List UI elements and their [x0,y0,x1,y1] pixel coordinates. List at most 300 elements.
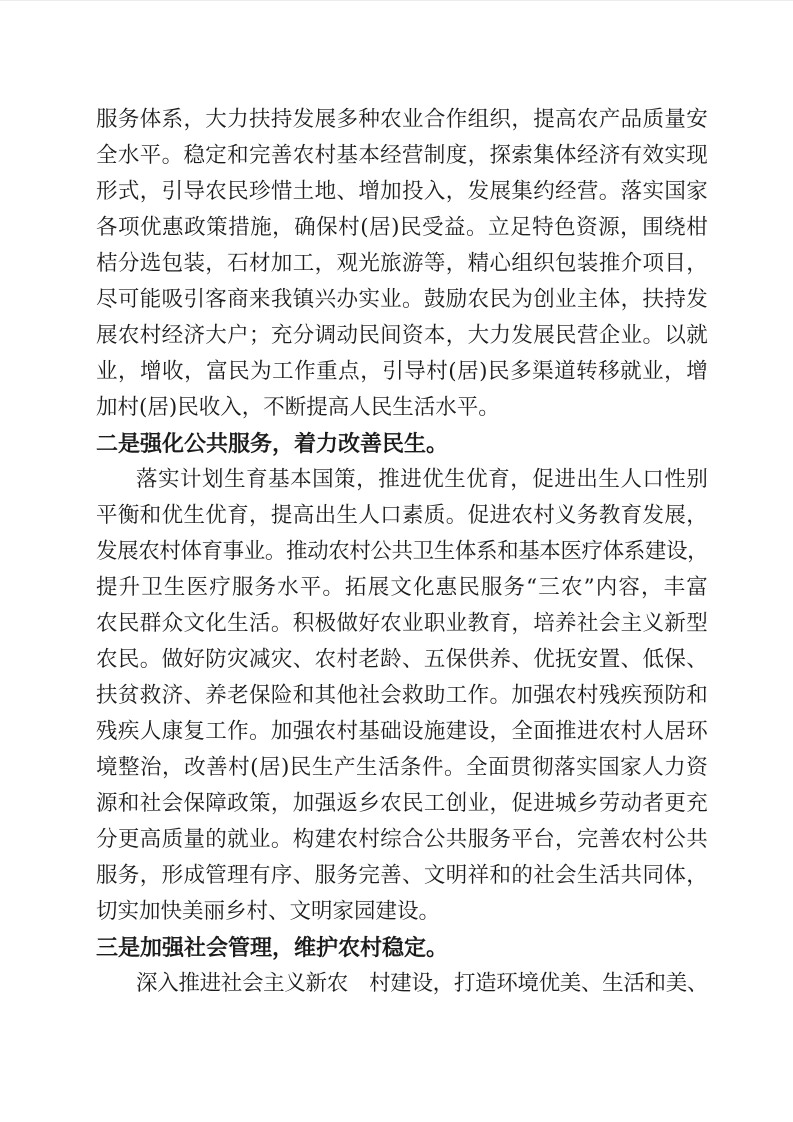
char: 加 [511,683,533,708]
char: 发 [686,287,708,312]
char: 大 [467,323,490,348]
char: 村 [642,827,664,852]
char: 建 [390,971,412,996]
char: 创 [533,287,555,312]
char: 安 [576,647,599,672]
char: 置 [598,647,621,672]
char: 间 [380,323,402,348]
char: 医 [186,575,209,600]
char: 设 [665,539,688,564]
char: 优 [161,503,184,528]
char: 造 [475,971,497,996]
char: 实 [358,287,380,312]
char: ， [445,251,468,276]
char: 各 [96,215,118,240]
char: 打 [453,971,476,996]
char: 进 [554,467,576,492]
char: 化 [412,575,435,600]
char: 基 [518,539,540,564]
char: 系 [623,539,646,564]
char: 种 [358,107,380,132]
char: 务 [576,503,599,528]
char: 体 [139,107,162,132]
char: 本 [358,143,380,168]
text-line [96,570,708,606]
char: 办 [336,287,358,312]
char: 促 [511,791,533,816]
char: 入 [423,179,446,204]
char: “ [526,575,538,600]
char: ， [139,863,162,888]
char: 体 [602,539,625,564]
char: 会 [241,971,264,996]
char: 新 [664,611,686,636]
char: 育 [227,503,249,528]
text-line [96,174,708,210]
char: ， [467,143,490,168]
char: 业 [249,827,271,852]
char: 活 [249,611,271,636]
char: 加 [292,791,315,816]
char: 美 [665,971,688,996]
text-line [96,102,708,138]
char: 强 [533,683,555,708]
char: 道 [554,359,576,384]
char: 抚 [555,647,577,672]
char: 经 [161,323,184,348]
char: 育 [246,467,268,492]
char: 民 [117,611,140,636]
char: 资 [402,323,424,348]
char: 卫 [412,539,435,564]
char: 生 [224,467,246,492]
char: 农 [511,503,533,528]
char: 索 [511,143,533,168]
char: 优 [422,467,444,492]
char: 质 [161,827,184,852]
char: 会 [555,863,577,888]
char: 增 [686,359,708,384]
char: 老 [358,647,380,672]
char: ” [583,575,595,600]
char: 农 [380,107,402,132]
char: 民 [399,215,422,240]
char: 疾 [117,719,140,744]
char: 产 [333,755,356,780]
char: 生 [163,575,186,600]
char: 人 [358,503,380,528]
char: 同 [642,863,664,888]
char: ， [270,791,293,816]
char: ， [205,251,227,276]
char: 民 [227,179,249,204]
char: 综 [380,827,402,852]
char: 。 [402,287,424,312]
char: 定 [205,143,227,168]
char: ； [249,323,271,348]
char: 教 [467,611,490,636]
char: ， [664,359,686,384]
char: 农 [336,827,358,852]
char: 五 [423,647,446,672]
char: 政 [227,791,249,816]
text-line: 切实加快美丽乡村、文明家园建设。 [96,899,441,924]
char: 提 [96,575,118,600]
char: 农 [138,539,160,564]
char: 好 [358,611,380,636]
char: 量 [183,827,205,852]
char: 探 [489,143,511,168]
char: 营 [402,143,424,168]
text-line [96,354,708,390]
char: 策 [206,215,228,240]
char: 展 [314,107,337,132]
char: 乡 [358,791,380,816]
char: 和 [139,503,162,528]
char: 主 [620,611,643,636]
char: ) [479,359,488,384]
char: 提 [270,503,293,528]
char: 展 [489,179,511,204]
char: 计 [180,467,202,492]
char: 疗 [209,575,231,600]
char: 改 [184,755,206,780]
char: 。 [249,719,271,744]
char: 村 [159,539,181,564]
char: ， [620,215,642,240]
char: 善 [206,755,228,780]
char: 发 [467,179,490,204]
text-line [96,966,708,1002]
char: 村 [533,503,555,528]
char: 客 [205,287,227,312]
char: 经 [555,179,577,204]
char: 质 [423,503,446,528]
char: 残 [598,683,621,708]
char: 成 [183,863,205,888]
char: 完 [576,827,599,852]
char: 扶 [642,287,664,312]
char: 主 [263,971,285,996]
char: 等 [423,251,446,276]
char: 体 [598,287,621,312]
char: 引 [382,359,404,384]
char: 实 [576,755,598,780]
char: 业 [642,359,664,384]
text-line [96,606,708,642]
char: 组 [467,107,490,132]
text-line: 加村(居)民收入，不断提高人民生活水平。 [96,395,500,420]
char: 保 [183,791,205,816]
char: 品 [620,107,643,132]
char: 序 [270,863,293,888]
char: 村 [349,539,371,564]
char: 城 [555,791,577,816]
char: 业 [555,287,577,312]
char: 就 [227,827,249,852]
char: 业 [467,791,490,816]
char: 生 [227,611,249,636]
char: 公 [370,539,392,564]
char: 基 [358,719,380,744]
char: 为 [511,287,533,312]
char: 衡 [117,503,140,528]
char: 地 [314,179,337,204]
char: 社 [358,683,380,708]
char: 、 [292,647,315,672]
char: 体 [555,143,577,168]
char: 育 [201,539,224,564]
char: 业 [243,539,266,564]
char: 体 [454,539,477,564]
char: 全 [96,143,118,168]
char: ， [356,467,378,492]
char: 民 [228,359,250,384]
char: 装 [183,251,205,276]
char: 柑 [686,215,708,240]
char: 农 [598,719,621,744]
char: 投 [402,179,424,204]
char: 惠 [435,575,458,600]
char: 策 [334,467,356,492]
char: 务 [336,863,358,888]
char: 资 [686,755,708,780]
char: 度 [445,143,468,168]
char: 文 [390,575,412,600]
char: ， [510,467,532,492]
char: 高 [555,107,577,132]
char: 工 [423,791,446,816]
char: 为 [250,359,272,384]
char: 惜 [270,179,293,204]
char: 保 [445,647,468,672]
char: 农 [467,287,490,312]
char: 村 [358,827,380,852]
char: 精 [467,251,490,276]
char: 增 [140,359,162,384]
text-line [96,282,708,318]
char: 创 [445,791,468,816]
char: 增 [358,179,380,204]
char: 作 [445,107,468,132]
char: 进 [400,467,422,492]
char: 实 [158,467,180,492]
char: ， [445,179,468,204]
char: 美 [559,971,582,996]
text-line [96,210,708,246]
char: 和 [292,683,315,708]
char: 效 [642,143,664,168]
char: 生 [311,755,334,780]
char: 织 [489,107,511,132]
char: 桔 [96,251,118,276]
char: 的 [511,863,533,888]
char: ， [249,503,271,528]
char: 益 [444,215,466,240]
section-heading: 三是加强社会管理，维护农村稳定。 [96,935,449,961]
char: 调 [314,323,337,348]
char: 土 [292,179,315,204]
char: 生 [183,503,205,528]
char: 残 [96,719,118,744]
char: 保 [316,215,338,240]
char: 国 [312,467,334,492]
char: 明 [445,863,468,888]
char: 义 [555,503,577,528]
char: 人 [139,719,162,744]
char: 条 [399,755,422,780]
char: 石 [227,251,249,276]
char: 、 [620,647,643,672]
char: 共 [445,827,468,852]
char: 居 [664,719,686,744]
char: 整 [118,755,140,780]
char: 工 [292,251,315,276]
char: ， [511,611,533,636]
char: 户 [227,323,249,348]
char: 充 [270,323,293,348]
char: 建 [314,827,337,852]
char: 导 [183,179,205,204]
char: ， [620,287,643,312]
char: 口 [642,467,664,492]
char: 高 [292,503,315,528]
char: 来 [249,287,271,312]
char: 活 [377,755,400,780]
char: 和 [117,791,140,816]
char: 业 [445,611,468,636]
char: 多 [510,359,532,384]
char: 农 [620,827,643,852]
char: 乡 [576,791,599,816]
char: 卫 [141,575,163,600]
char: ， [686,251,708,276]
char: 国 [664,179,686,204]
text-line [96,714,708,750]
char: ( [448,359,457,384]
char: 包 [555,251,577,276]
char: 商 [227,287,249,312]
char: 出 [314,503,337,528]
char: 的 [205,827,227,852]
char: 老 [227,683,249,708]
char: 励 [445,287,468,312]
char: 。 [322,575,344,600]
char: 平 [139,143,162,168]
char: 教 [598,503,621,528]
char: 基 [268,467,290,492]
char: 优 [538,971,561,996]
text-line [96,858,708,894]
char: 完 [249,143,271,168]
char: 动 [620,791,643,816]
char: 高 [139,827,162,852]
char: 织 [533,251,555,276]
char: 农 [314,719,337,744]
char: 生 [355,755,378,780]
char: 养 [489,647,511,672]
char: 农 [560,575,583,600]
char: 持 [270,107,293,132]
char: 色 [554,215,576,240]
char: 义 [284,971,306,996]
char: 有 [620,143,643,168]
char: ， [555,827,577,852]
char: 农 [117,323,140,348]
char: 农 [96,647,118,672]
char: 心 [489,251,511,276]
char: 公 [423,827,446,852]
char: 化 [205,611,227,636]
char: ， [489,791,511,816]
char: 更 [117,827,140,852]
char: 升 [118,575,141,600]
char: 进 [489,503,511,528]
char: 人 [620,467,642,492]
char: 务 [254,575,276,600]
char: 村 [426,359,448,384]
char: 包 [161,251,184,276]
char: 充 [686,791,708,816]
char: 确 [294,215,316,240]
char: 文 [423,863,446,888]
char: 资 [576,215,598,240]
char: 平 [96,503,118,528]
text-line [96,498,708,534]
char: 经 [380,143,402,168]
char: 深 [136,971,158,996]
char: 职 [423,611,446,636]
char: 拓 [345,575,367,600]
char: 系 [161,107,184,132]
char: 医 [560,539,582,564]
char: 活 [623,971,645,996]
char: 服 [467,827,490,852]
char: ， [489,719,511,744]
char: ， [162,755,184,780]
char: 促 [467,503,490,528]
char: 导 [404,359,426,384]
char: 营 [576,179,599,204]
char: 产 [598,107,621,132]
char: 社 [139,791,162,816]
char: 防 [664,683,686,708]
char: 设 [467,719,490,744]
char: 可 [117,287,140,312]
char: 、 [292,863,315,888]
char: 优 [533,647,555,672]
char: 体 [664,863,686,888]
char: 材 [249,251,271,276]
char: 他 [336,683,358,708]
char: 进 [199,971,222,996]
char: 事 [222,539,245,564]
char: 设 [411,971,433,996]
char: 。 [161,143,184,168]
char: 集 [511,179,533,204]
char: 生 [576,863,599,888]
char: 水 [117,143,140,168]
char: 服 [314,863,337,888]
char: 目 [664,251,686,276]
char: 优 [140,215,162,240]
char: 本 [423,323,446,348]
char: 善 [270,143,293,168]
char: ， [640,575,663,600]
char: 尽 [96,287,118,312]
char: 助 [423,683,446,708]
char: 件 [422,755,444,780]
